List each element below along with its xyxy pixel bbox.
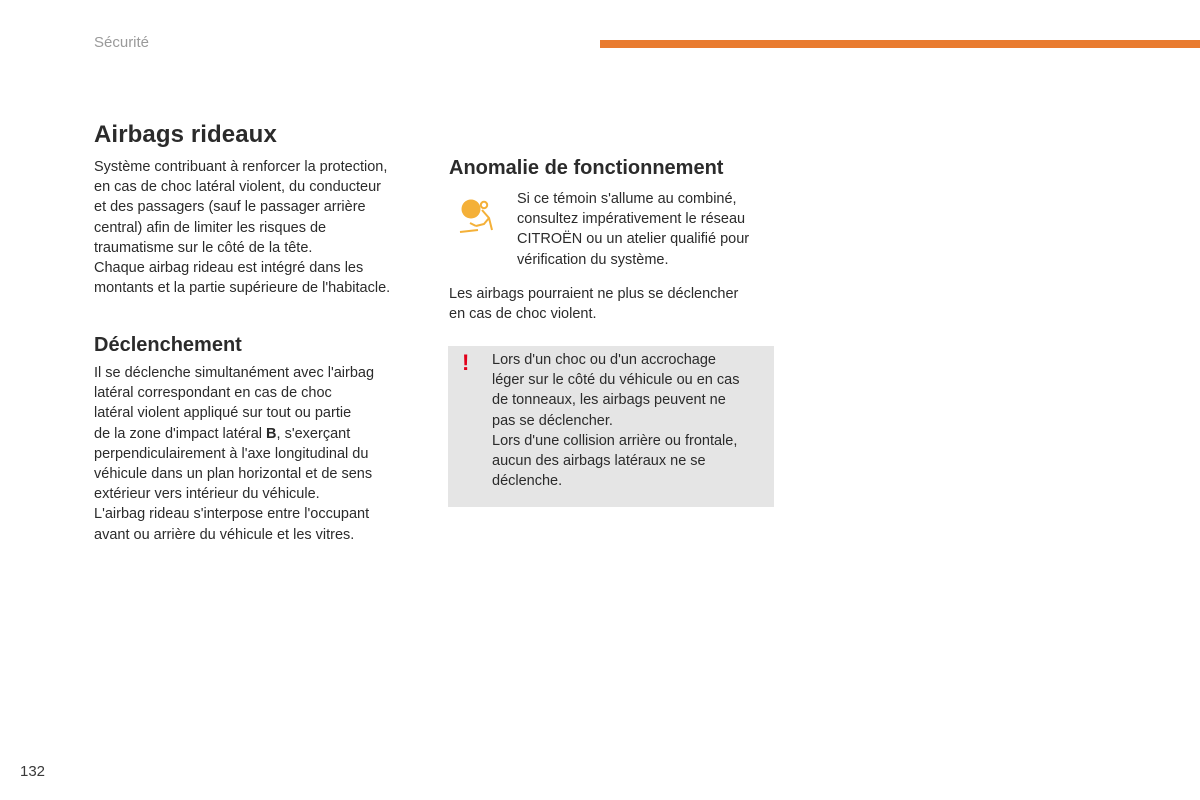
- intro-line: en cas de choc latéral violent, du conducteur: [94, 179, 381, 196]
- body-line-with-bold: [94, 424, 374, 444]
- section-heading-deployment: Déclenchement: [94, 334, 242, 356]
- indicator-line: vérification du système.: [517, 251, 669, 268]
- caution-line: Lors d'un choc ou d'un accrochage: [492, 352, 716, 368]
- intro-line: Système contribuant à renforcer la protection,: [94, 159, 388, 175]
- section-heading-malfunction: Anomalie de fonctionnement: [449, 157, 724, 179]
- airbag-warning-icon: [456, 196, 496, 236]
- body-line: Il se déclenche simultanément avec l'airbag: [94, 365, 375, 381]
- body-line-tail: , s'exerçant: [276, 425, 351, 442]
- body-line: latéral violent appliqué sur tout ou partie: [94, 405, 352, 422]
- caution-paragraph: [492, 350, 739, 491]
- intro-line: montants et la partie supérieure de l'habitacle.: [94, 280, 391, 297]
- body-line: L'airbag rideau s'interpose entre l'occupant: [94, 506, 370, 523]
- note-line: Les airbags pourraient ne plus se déclencher: [449, 286, 739, 302]
- indicator-line: CITROËN ou un atelier qualifié pour: [517, 231, 750, 248]
- note-paragraph: [449, 284, 738, 324]
- caution-line: léger sur le côté du véhicule ou en cas: [492, 372, 740, 389]
- intro-paragraph: [94, 157, 390, 298]
- indicator-paragraph: [517, 189, 749, 270]
- caution-line: déclenche.: [492, 473, 563, 490]
- indicator-line: consultez impérativement le réseau: [517, 211, 746, 228]
- bold-letter: B: [266, 425, 277, 442]
- indicator-line: Si ce témoin s'allume au combiné,: [517, 191, 737, 207]
- body-line: avant ou arrière du véhicule et les vitres.: [94, 526, 355, 543]
- caution-line: pas se déclencher.: [492, 412, 613, 429]
- intro-line: central) afin de limiter les risques de: [94, 219, 327, 236]
- body-line: perpendiculairement à l'axe longitudinal du: [94, 445, 369, 462]
- exclamation-icon: !: [462, 350, 470, 375]
- caution-line: de tonneaux, les airbags peuvent ne: [492, 392, 726, 409]
- section-label: Sécurité: [94, 34, 150, 51]
- page-title: Airbags rideaux: [94, 121, 277, 148]
- page-number: 132: [20, 763, 46, 780]
- body-line: extérieur vers intérieur du véhicule.: [94, 486, 320, 503]
- intro-line: traumatisme sur le côté de la tête.: [94, 239, 313, 256]
- body-line: latéral correspondant en cas de choc: [94, 385, 332, 402]
- deployment-paragraph: [94, 363, 374, 545]
- caution-line: aucun des airbags latéraux ne se: [492, 453, 706, 470]
- note-line: en cas de choc violent.: [449, 306, 597, 323]
- body-line-head: de la zone d'impact latéral: [94, 425, 267, 442]
- intro-line: Chaque airbag rideau est intégré dans les: [94, 260, 364, 277]
- caution-line: Lors d'une collision arrière ou frontale,: [492, 432, 738, 449]
- header-accent-bar: [600, 40, 1200, 48]
- intro-line: et des passagers (sauf le passager arrière: [94, 199, 366, 216]
- body-line: véhicule dans un plan horizontal et de sens: [94, 466, 373, 483]
